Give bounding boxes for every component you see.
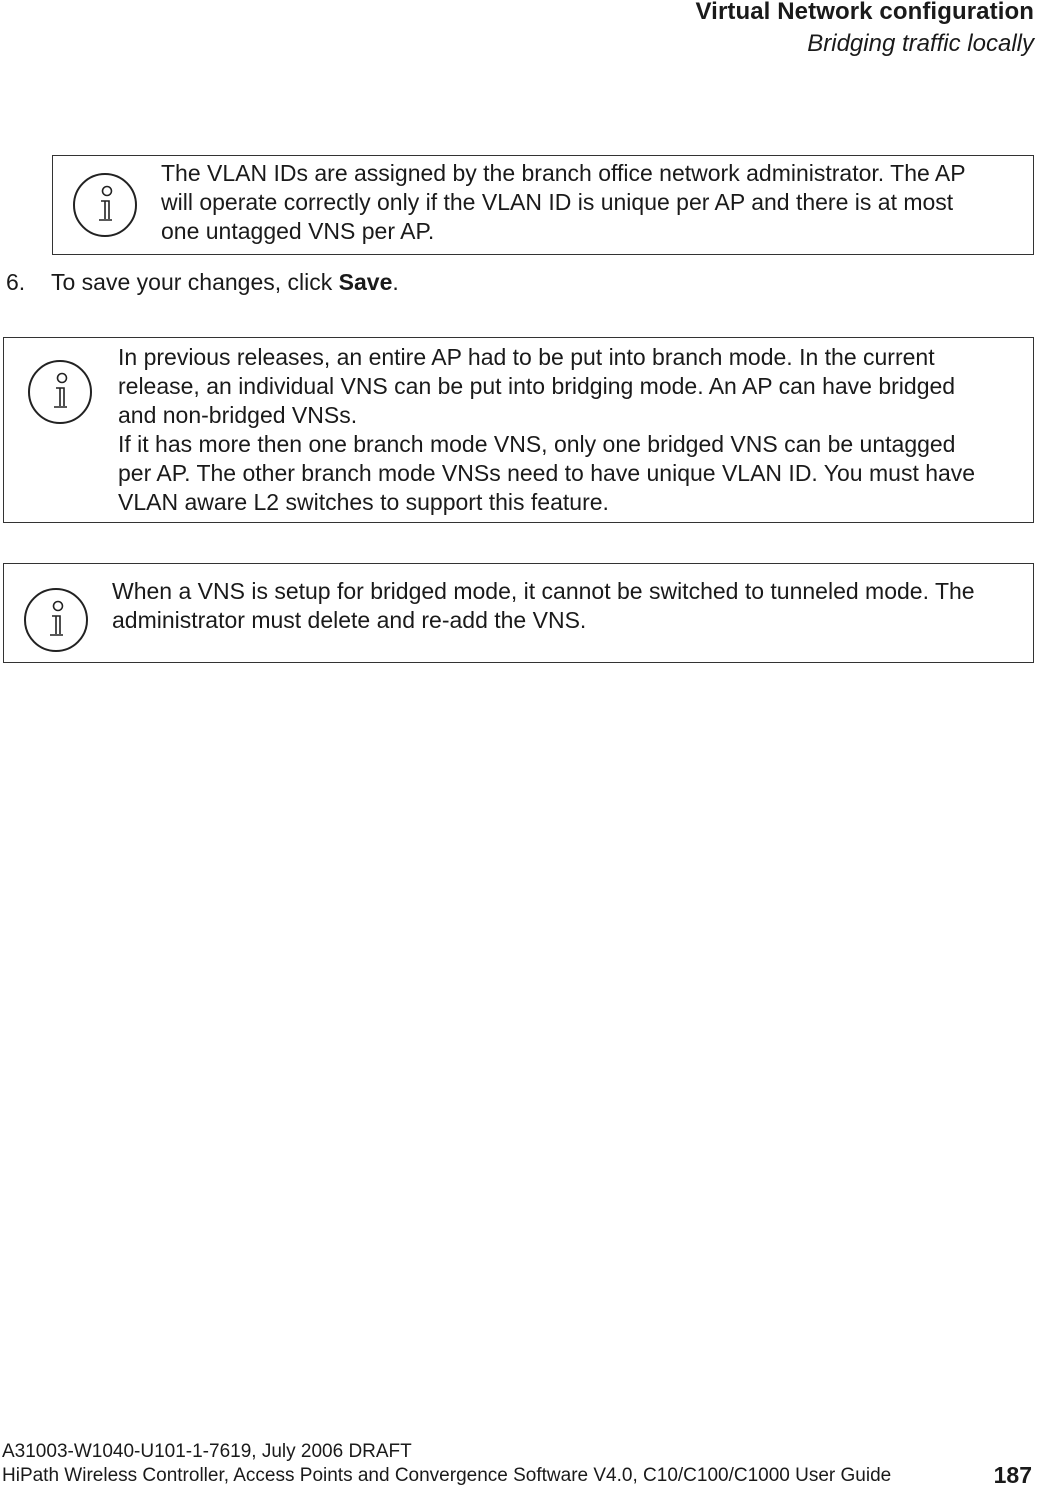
step-6 bbox=[6, 268, 399, 297]
info-icon bbox=[71, 171, 139, 239]
step-text: To save your changes, click bbox=[51, 269, 339, 295]
info-icon bbox=[22, 586, 90, 654]
page-header-subtitle: Bridging traffic locally bbox=[807, 30, 1034, 57]
note-line: The VLAN IDs are assigned by the branch office network administrator. The AP bbox=[161, 160, 966, 186]
step-text-end: . bbox=[392, 269, 399, 295]
note-line: When a VNS is setup for bridged mode, it cannot be switched to tunneled mode. The bbox=[112, 578, 975, 604]
step-number: 6. bbox=[6, 269, 26, 295]
note-line: and non-bridged VNSs. bbox=[118, 402, 358, 428]
note-box-vlan-ids bbox=[52, 155, 1034, 255]
note-text bbox=[112, 577, 975, 635]
note-line: VLAN aware L2 switches to support this feature. bbox=[118, 489, 609, 515]
page-number: 187 bbox=[993, 1462, 1032, 1488]
note-line: If it has more then one branch mode VNS, only one bridged VNS can be untagged bbox=[118, 431, 956, 457]
note-line: In previous releases, an entire AP had to be put into branch mode. In the current bbox=[118, 344, 935, 370]
note-box-branch-mode bbox=[3, 337, 1034, 523]
note-line: administrator must delete and re-add the VNS. bbox=[112, 607, 587, 633]
footer-line-1: A31003-W1040-U101-1-7619, July 2006 DRAFT bbox=[2, 1441, 412, 1462]
note-line: will operate correctly only if the VLAN ID is unique per AP and there is at most bbox=[161, 189, 954, 215]
page-header-title: Virtual Network configuration bbox=[695, 0, 1034, 25]
note-line: release, an individual VNS can be put into bridging mode. An AP can have bridged bbox=[118, 373, 956, 399]
note-text bbox=[118, 343, 975, 517]
footer-line-2: HiPath Wireless Controller, Access Points and Convergence Software V4.0, C10/C100/C1000 User Guide bbox=[2, 1465, 892, 1486]
save-label: Save bbox=[338, 269, 393, 295]
note-line: per AP. The other branch mode VNSs need to have unique VLAN ID. You must have bbox=[118, 460, 976, 486]
note-text bbox=[161, 159, 966, 246]
note-line: one untagged VNS per AP. bbox=[161, 218, 435, 244]
info-icon bbox=[26, 358, 94, 426]
note-box-bridged-mode bbox=[3, 563, 1034, 663]
